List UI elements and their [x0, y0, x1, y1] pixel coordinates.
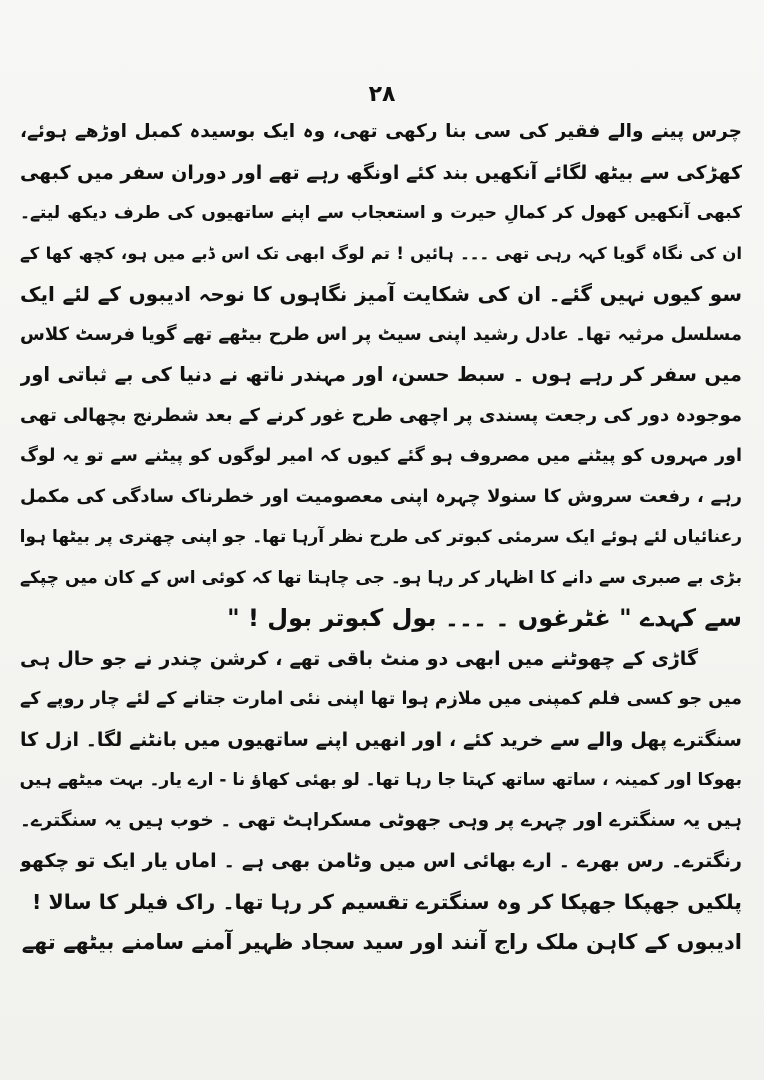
text-line: بھوکا اور کمینہ ، ساتھ ساتھ کہتا جا رہا تھا۔ لو بھئی کھاؤ نا - ارے یار۔ بہت میٹھے ہیں	[20, 770, 742, 790]
text-line: ہیں یہ سنگترے اور چہرے پر وہی جھوٹی مسکراہٹ تھی ۔ خوب ہیں یہ سنگترے۔	[20, 809, 742, 831]
text-line: گاڑی کے چھوٹنے میں ابھی دو منٹ باقی تھے ، کرشن چندر نے جو حال ہی	[20, 647, 698, 670]
text-line: رعنائیاں لئے ہوئے ایک سرمئی کبوتر کی طرح نظر آرہا تھا۔ جو اپنی چھتری پر بیٹھا ہوا	[20, 527, 742, 547]
page-number: ۲۸	[368, 82, 396, 107]
text-line: سنگترے پھل والے سے خرید کئے ، اور انھیں اپنے ساتھیوں میں بانٹنے لگا۔ ازل کا	[20, 728, 742, 751]
text-line: مسلسل مرثیہ تھا۔ عادل رشید اپنی سیٹ پر اس طرح بیٹھے تھے گویا فرسٹ کلاس	[20, 323, 742, 345]
text-line: کبھی آنکھیں کھول کر کمالِ حیرت و استعجاب سے اپنے ساتھیوں کی طرف دیکھ لیتے۔	[20, 203, 742, 223]
text-line: سے کہدے " غٹرغوں ۔ ۔۔۔ بول کبوتر بول ! "	[227, 604, 742, 632]
text-line: موجودہ دور کی رجعت پسندی پر اچھی طرح غور کرنے کے بعد شطرنج بچھالی تھی	[20, 404, 742, 426]
text-line: میں سفر کر رہے ہوں ۔ سبط حسن، اور مہندر ناتھ نے دنیا کی بے ثباتی اور	[20, 363, 742, 386]
text-line: چرس پینے والے فقیر کی سی بنا رکھی تھی، وہ ایک بوسیدہ کمبل اوڑھے ہوئے،	[20, 121, 742, 142]
text-line: ان کی نگاہ گویا کہہ رہی تھی ۔۔۔ ہائیں ! تم لوگ ابھی تک اس ڈبے میں ہو، کچھ کھا کے	[20, 243, 742, 263]
text-line: پلکیں جھپکا جھپکا کر وہ سنگترے تقسیم کر رہا تھا۔ راک فیلر کا سالا !	[31, 889, 742, 914]
page-text	[20, 112, 742, 963]
text-line: میں جو کسی فلم کمپنی میں ملازم ہوا تھا اپنی نئی امارت جتانے کے لئے چار روپے کے	[20, 689, 742, 709]
text-line: بڑی بے صبری سے دانے کا اظہار کر رہا ہو۔ جی چاہتا تھا کہ کوئی اس کے کان میں چپکے	[20, 567, 742, 588]
text-line: کھڑکی سے بیٹھ لگائے آنکھیں بند کئے اونگھ رہے تھے اور دوران سفر میں کبھی	[20, 161, 742, 184]
text-line: سو کیوں نہیں گئے۔ ان کی شکایت آمیز نگاہوں کا نوحہ ادیبوں کے لئے ایک	[20, 282, 742, 306]
text-line: اور مہروں کو پیٹنے میں مصروف ہو گئے کیوں کہ امیر لوگوں کو پیٹنے سے تو یہ لوگ	[20, 446, 742, 466]
text-line: رنگترے۔ رس بھرے ۔ ارے بھائی اس میں وٹامن بھی ہے ۔ اماں یار ایک تو چکھو	[20, 850, 742, 872]
text-line: رہے ، رفعت سروش کا سنولا چہرہ اپنی معصومیت اور خطرناک سادگی کی مکمل	[20, 485, 742, 507]
text-line: ادیبوں کے کاہن ملک راج آنند اور سید سجاد ظہیر آمنے سامنے بیٹھے تھے	[21, 930, 742, 954]
